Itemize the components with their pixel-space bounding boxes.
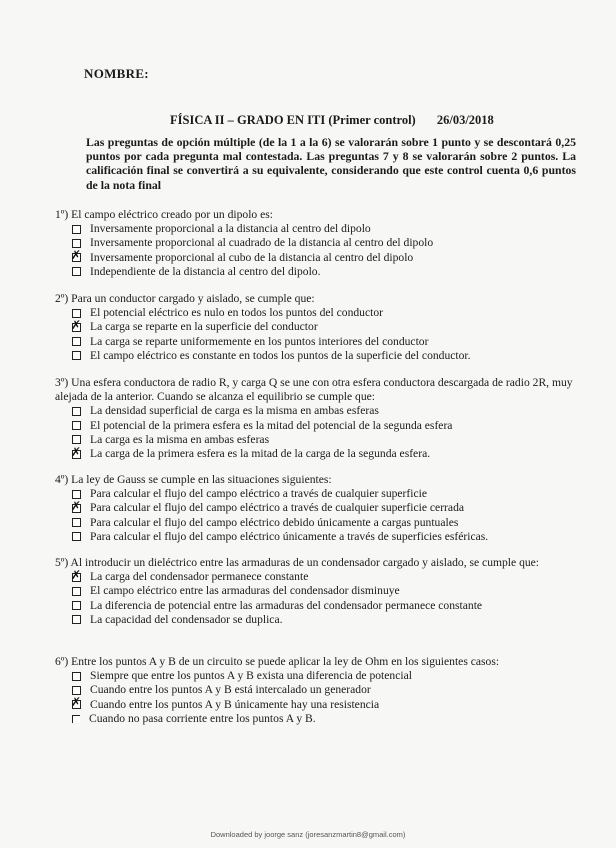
option-item[interactable] <box>72 516 575 530</box>
checkbox[interactable] <box>72 351 81 360</box>
option-label: Para calcular el flujo del campo eléctrico a través de cualquier superficie cerrada <box>90 501 465 515</box>
checkbox[interactable] <box>72 337 81 346</box>
question-text: 5º) Al introducir un dieléctrico entre las armaduras de un condensador cargado y aislado, se cumple que: <box>55 556 540 569</box>
option-label: Inversamente proporcional a la distancia al centro del dipolo <box>90 222 371 236</box>
exam-title: FÍSICA II – GRADO EN ITI (Primer control) <box>170 113 416 127</box>
option-item[interactable] <box>72 530 575 544</box>
option-list <box>55 306 575 363</box>
option-label: La carga de la primera esfera es la mitad de la carga de la segunda esfera. <box>90 446 431 460</box>
question-text: 2º) Para un conductor cargado y aislado, se cumple que: <box>55 292 315 305</box>
option-label: La carga se reparte uniformemente en los puntos interiores del conductor <box>90 334 429 348</box>
option-item[interactable] <box>72 613 575 627</box>
exam-instructions: Las preguntas de opción múltiple (de la 1 a la 6) se valorarán sobre 1 punto y se descontará 0,25 puntos por cada pregunta mal contestada. Las preguntas 7 y 8 se valorarán sobre 2 puntos. La calificación final se convertirá a su equivalente, considerando que este control cuenta 0,6 puntos de la nota final <box>86 135 576 192</box>
question-2 <box>55 292 575 363</box>
question-text: 6º) Entre los puntos A y B de un circuito se puede aplicar la ley de Ohm en los siguientes casos: <box>55 655 500 668</box>
question-text: 3º) Una esfera conductora de radio R, y carga Q se une con otra esfera conductora descargada de radio 2R, muy alejada de la anterior. Cuando se alcanza el equilibrio se cumple que: <box>55 376 573 404</box>
option-label: Independiente de la distancia al centro del dipolo. <box>90 264 321 278</box>
question-text: 4º) La ley de Gauss se cumple en las situaciones siguientes: <box>55 473 332 486</box>
option-label: El campo eléctrico es constante en todos los puntos de la superficie del conductor. <box>90 348 471 362</box>
question-5 <box>55 556 575 627</box>
checkbox[interactable] <box>72 407 81 416</box>
option-label: El potencial eléctrico es nulo en todos los puntos del conductor <box>90 306 383 320</box>
checkbox[interactable] <box>72 686 81 695</box>
option-item[interactable] <box>72 335 575 349</box>
option-item[interactable] <box>72 447 575 461</box>
checkbox[interactable] <box>72 672 81 681</box>
option-item[interactable] <box>72 669 575 683</box>
checkbox[interactable] <box>72 715 80 723</box>
download-footer: Downloaded by joorge sanz (joresanzmartin8@gmail.com) <box>210 830 406 839</box>
checkbox[interactable] <box>72 532 81 541</box>
option-label: La carga del condensador permanece constante <box>90 570 309 584</box>
checkbox[interactable] <box>72 490 81 499</box>
option-item[interactable] <box>72 222 575 236</box>
option-item[interactable] <box>72 265 575 279</box>
question-6 <box>55 655 575 726</box>
option-item[interactable] <box>72 487 575 501</box>
question-4 <box>55 473 575 544</box>
option-label: La densidad superficial de carga es la misma en ambas esferas <box>90 404 379 418</box>
option-label: Cuando entre los puntos A y B únicamente hay una resistencia <box>90 697 380 711</box>
option-item[interactable] <box>72 419 575 433</box>
option-item[interactable] <box>72 306 575 320</box>
option-list <box>55 222 575 279</box>
question-text: 1º) El campo eléctrico creado por un dipolo es: <box>55 208 273 221</box>
option-item[interactable] <box>72 320 575 334</box>
option-item[interactable] <box>72 501 575 515</box>
question-3 <box>55 376 575 461</box>
checkbox[interactable] <box>72 225 81 234</box>
checkbox[interactable] <box>72 267 81 276</box>
checkbox[interactable] <box>72 239 81 248</box>
checkbox[interactable] <box>72 615 81 624</box>
checkbox-checked[interactable] <box>72 700 81 709</box>
exam-title-line <box>170 113 494 128</box>
option-item[interactable] <box>72 236 575 250</box>
option-label: La capacidad del condensador se duplica. <box>90 612 283 626</box>
option-label: El potencial de la primera esfera es la mitad del potencial de la segunda esfera <box>90 418 453 432</box>
checkbox[interactable] <box>72 518 81 527</box>
option-item[interactable] <box>72 570 575 584</box>
option-item[interactable] <box>72 349 575 363</box>
option-label: Cuando no pasa corriente entre los puntos A y B. <box>89 711 316 725</box>
option-label: Siempre que entre los puntos A y B exista una diferencia de potencial <box>90 669 412 683</box>
option-label: La carga es la misma en ambas esferas <box>90 432 270 446</box>
checkbox-checked[interactable] <box>72 253 81 262</box>
option-label: Para calcular el flujo del campo eléctrico únicamente a través de superficies esféricas. <box>90 529 489 543</box>
checkbox[interactable] <box>72 587 81 596</box>
checkbox[interactable] <box>72 309 81 318</box>
option-item[interactable] <box>72 698 575 712</box>
option-item[interactable] <box>72 433 575 447</box>
question-1 <box>55 208 575 279</box>
option-label: Para calcular el flujo del campo eléctrico debido únicamente a cargas puntuales <box>90 515 459 529</box>
option-label: Para calcular el flujo del campo eléctrico a través de cualquier superficie <box>90 487 428 501</box>
option-list <box>55 487 575 544</box>
option-item[interactable] <box>72 584 575 598</box>
option-item[interactable] <box>72 683 575 697</box>
checkbox-checked[interactable] <box>72 504 81 513</box>
option-label: Cuando entre los puntos A y B está intercalado un generador <box>90 683 371 697</box>
checkbox[interactable] <box>72 421 81 430</box>
option-label: Inversamente proporcional al cuadrado de la distancia al centro del dipolo <box>90 236 434 250</box>
option-label: Inversamente proporcional al cubo de la distancia al centro del dipolo <box>90 250 414 264</box>
option-label: El campo eléctrico entre las armaduras del condensador disminuye <box>90 584 400 598</box>
option-label: La carga se reparte en la superficie del conductor <box>90 320 318 334</box>
exam-date: 26/03/2018 <box>436 113 494 127</box>
checkbox-checked[interactable] <box>72 323 81 332</box>
option-item[interactable] <box>72 599 575 613</box>
option-list <box>55 669 575 726</box>
option-label: La diferencia de potencial entre las armaduras del condensador permanece constante <box>90 598 483 612</box>
checkbox-checked[interactable] <box>72 573 81 582</box>
option-item[interactable] <box>72 404 575 418</box>
option-list <box>55 404 575 461</box>
checkbox-checked[interactable] <box>72 450 81 459</box>
nombre-label: NOMBRE: <box>84 66 149 81</box>
checkbox[interactable] <box>72 601 81 610</box>
option-item[interactable] <box>72 712 575 726</box>
option-list <box>55 570 575 627</box>
checkbox[interactable] <box>72 435 81 444</box>
option-item[interactable] <box>72 251 575 265</box>
